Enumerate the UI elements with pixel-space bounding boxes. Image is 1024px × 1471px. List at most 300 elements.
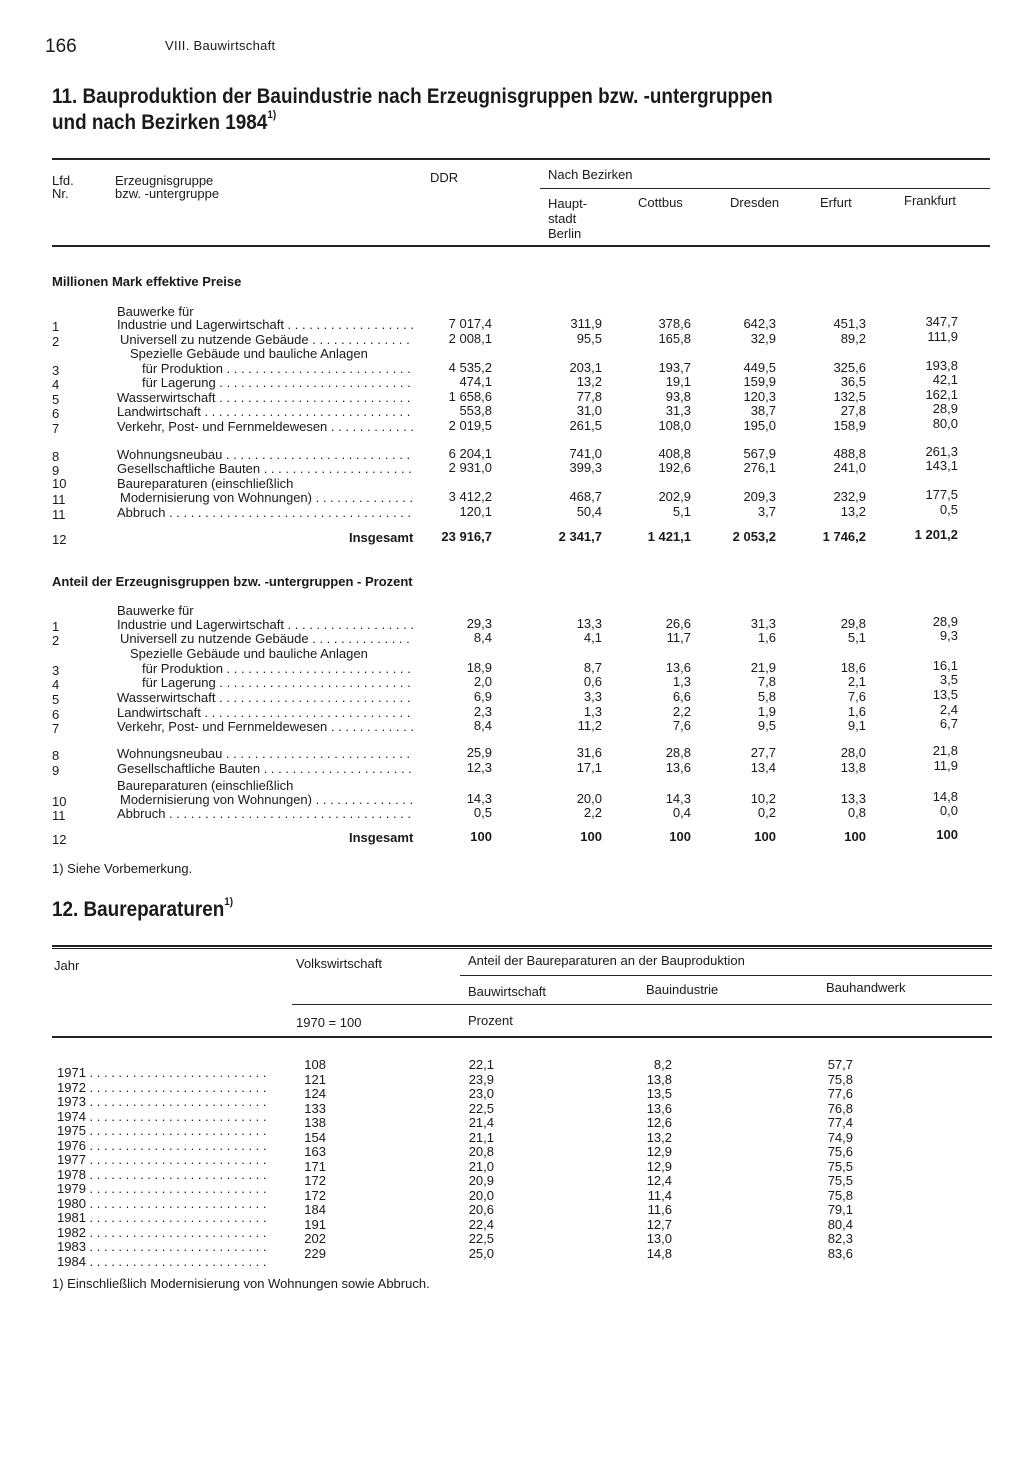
table-cell: 22,5: [468, 1231, 494, 1246]
table-cell: 12,6: [646, 1115, 672, 1130]
table-cell: 2 019,5: [448, 418, 492, 433]
group-label: Baureparaturen (einschließlich: [117, 778, 294, 793]
row-number: 2: [52, 633, 60, 648]
table-cell: 21,0: [468, 1158, 494, 1174]
col-volkswirtschaft: Volkswirtschaft: [296, 956, 382, 971]
table-cell: 111,9: [927, 329, 958, 344]
table-cell: 21,9: [750, 660, 776, 675]
row-label: für Lagerung . . .: [142, 675, 414, 690]
table-cell: 347,7: [925, 314, 958, 329]
row-number: 7: [52, 721, 60, 736]
table-cell: 195,0: [743, 418, 776, 433]
table-cell: 468,7: [569, 489, 602, 504]
row-number: 4: [52, 677, 60, 692]
table-cell: 11,6: [647, 1202, 672, 1217]
row-number: 6: [52, 406, 60, 421]
table-cell: 13,2: [576, 374, 602, 389]
table-cell: 80,4: [827, 1216, 853, 1232]
table-cell: 20,0: [468, 1187, 494, 1203]
table-cell: 12,4: [646, 1173, 672, 1188]
group-label: Bauwerke für: [117, 304, 194, 319]
row-number: 10: [52, 794, 67, 809]
year-label: 1971 . . .: [57, 1065, 269, 1080]
table-cell: 5,8: [757, 689, 776, 704]
table-cell: 21,1: [468, 1129, 494, 1145]
table-cell: 6 204,1: [448, 446, 492, 461]
row-label: Gesellschaftliche Bauten . . .: [117, 461, 414, 476]
table-cell: 120,1: [459, 504, 492, 519]
row-number: 3: [52, 363, 60, 378]
table-cell: 241,0: [833, 460, 866, 475]
table-cell: 23,9: [468, 1071, 494, 1087]
table-cell: 13,8: [646, 1071, 672, 1087]
table-cell: 77,6: [827, 1086, 853, 1101]
table-cell: 120,3: [743, 389, 776, 404]
table-cell: 100: [470, 829, 492, 844]
col-group: Erzeugnisgruppe: [115, 173, 214, 188]
table-11-title-line2: und nach Bezirken 1984$^{1)}$: [52, 109, 277, 134]
table-cell: 143,1: [925, 458, 958, 473]
table-cell: 6,6: [672, 689, 691, 704]
table-cell: 31,0: [576, 403, 602, 418]
table-cell: 408,8: [658, 446, 691, 461]
table-cell: 31,3: [750, 616, 776, 631]
table-cell: 121: [304, 1071, 326, 1087]
table-cell: 2,4: [939, 702, 958, 717]
table-cell: 100: [936, 827, 958, 842]
table-cell: 1,6: [847, 704, 866, 719]
table-cell: 193,8: [925, 358, 958, 373]
table-cell: 0,2: [757, 805, 776, 820]
table-cell: 741,0: [569, 446, 602, 461]
table-cell: 77,4: [827, 1115, 853, 1130]
table-cell: 165,8: [658, 331, 691, 346]
table-cell: 202,9: [658, 489, 691, 504]
table-cell: 0,8: [847, 805, 866, 820]
table-cell: 11,2: [577, 718, 602, 733]
table-cell: 76,8: [827, 1100, 853, 1116]
col-bauindustrie: Bauindustrie: [646, 982, 719, 997]
row-number: 2: [52, 334, 60, 349]
rule: [460, 975, 992, 976]
table-cell: 3 412,2: [448, 489, 492, 504]
table-cell: 9,1: [847, 718, 866, 733]
unit-prozent: Prozent: [468, 1013, 513, 1028]
table-cell: 8,2: [653, 1057, 672, 1072]
year-label: 1973 . . .: [57, 1094, 269, 1109]
col-cottbus: Cottbus: [638, 195, 683, 210]
table-cell: 21,8: [932, 743, 958, 758]
page-number: 166: [45, 36, 77, 57]
table-cell: 75,6: [827, 1144, 853, 1159]
table-cell: 9,3: [939, 628, 958, 643]
table-cell: 38,7: [750, 403, 776, 418]
row-number: 8: [52, 748, 60, 763]
footnote: 1) Einschließlich Modernisierung von Wohnungen sowie Abbruch.: [52, 1276, 430, 1291]
table-cell: 378,6: [658, 316, 691, 331]
table-cell: 13,8: [840, 760, 866, 775]
table-cell: 13,5: [932, 687, 958, 702]
row-label: Wohnungsneubau . . .: [117, 447, 414, 462]
footnote-marker: 1): [267, 109, 277, 121]
rule: [52, 1036, 992, 1038]
table-cell: 29,8: [840, 616, 866, 631]
table-cell: 12,7: [646, 1216, 672, 1232]
table-cell: 79,1: [827, 1202, 853, 1217]
table-cell: 14,3: [466, 791, 492, 806]
col-nach-bezirken: Nach Bezirken: [548, 167, 633, 182]
footnote-marker: 1): [224, 896, 234, 908]
table-cell: 202: [304, 1231, 326, 1246]
table-cell: 4,1: [583, 630, 602, 645]
row-number: 9: [52, 463, 60, 478]
table-cell: 162,1: [925, 387, 958, 402]
row-label: Gesellschaftliche Bauten . . .: [117, 761, 414, 776]
row-number: 12: [52, 832, 67, 847]
row-number: 1: [52, 319, 60, 334]
table-cell: 132,5: [833, 389, 866, 404]
row-label: Industrie und Lagerwirtschaft . . .: [117, 617, 414, 632]
table-cell: 8,4: [473, 630, 492, 645]
table-cell: 232,9: [833, 489, 866, 504]
table-cell: 89,2: [840, 331, 866, 346]
table-cell: 27,7: [750, 745, 776, 760]
table-cell: 6,7: [939, 716, 958, 731]
row-number: 8: [52, 449, 60, 464]
table-cell: 451,3: [833, 316, 866, 331]
table-cell: 108: [304, 1057, 326, 1072]
year-label: 1976 . . .: [57, 1138, 269, 1153]
row-number: 9: [52, 763, 60, 778]
table-cell: 36,5: [840, 374, 866, 389]
table-cell: 100: [844, 829, 866, 844]
row-label: Wohnungsneubau . . .: [117, 746, 414, 761]
table-cell: 75,5: [827, 1173, 853, 1188]
table-cell: 25,0: [468, 1245, 494, 1261]
table-cell: 28,0: [840, 745, 866, 760]
row-number: 6: [52, 707, 60, 722]
table-cell: 1 201,2: [914, 527, 958, 542]
table-cell: 75,8: [827, 1187, 853, 1203]
row-label: Modernisierung von Wohnungen) . . .: [120, 792, 414, 807]
row-label: Universell zu nutzende Gebäude . . .: [120, 631, 414, 646]
row-label: Universell zu nutzende Gebäude . . .: [120, 332, 414, 347]
table-cell: 12,9: [646, 1144, 672, 1159]
table-cell: 23 916,7: [441, 529, 492, 544]
table-cell: 7,8: [757, 674, 776, 689]
col-ddr: DDR: [430, 170, 459, 185]
rule: [52, 945, 992, 947]
row-label: Industrie und Lagerwirtschaft . . .: [117, 317, 414, 332]
row-number: 1: [52, 619, 60, 634]
year-label: 1981 . . .: [57, 1210, 269, 1225]
table-cell: 42,1: [932, 372, 958, 387]
table-cell: 25,9: [466, 745, 492, 760]
row-label: Insgesamt: [349, 830, 414, 845]
col-berlin: Haupt-: [548, 196, 588, 211]
table-cell: 2,2: [672, 704, 691, 719]
table-cell: 14,8: [932, 789, 958, 804]
row-number: 11: [52, 507, 66, 522]
table-cell: 203,1: [569, 360, 602, 375]
table-cell: 93,8: [665, 389, 691, 404]
rule: [52, 158, 990, 160]
table-cell: 12,3: [466, 760, 492, 775]
table-cell: 20,8: [468, 1144, 494, 1159]
col-bauhandwerk: Bauhandwerk: [826, 980, 906, 995]
table-cell: 2 341,7: [558, 529, 602, 544]
table-cell: 2,1: [847, 674, 866, 689]
table-cell: 82,3: [827, 1231, 853, 1246]
table-cell: 2,0: [473, 674, 492, 689]
year-label: 1972 . . .: [57, 1080, 269, 1095]
row-label: für Produktion . . .: [142, 361, 414, 376]
table-cell: 261,5: [569, 418, 602, 433]
col-group-sub: bzw. -untergruppe: [115, 186, 220, 201]
row-number: 11: [52, 808, 66, 823]
table-cell: 22,4: [468, 1216, 494, 1232]
row-number: 11: [52, 492, 66, 507]
table-cell: 163: [304, 1144, 326, 1159]
table-cell: 21,4: [468, 1115, 494, 1130]
table-cell: 7 017,4: [448, 316, 492, 331]
year-label: 1975 . . .: [57, 1123, 269, 1138]
row-number: 10: [52, 476, 67, 491]
table-cell: 29,3: [466, 616, 492, 631]
col-berlin: Berlin: [548, 226, 582, 241]
table-cell: 10,2: [750, 791, 776, 806]
rule: [52, 948, 992, 949]
table-cell: 2 053,2: [732, 529, 776, 544]
row-number: 5: [52, 692, 60, 707]
rule: [540, 188, 990, 189]
year-label: 1983 . . .: [57, 1239, 269, 1254]
row-label: Verkehr, Post- und Fernmeldewesen . . .: [117, 719, 414, 734]
row-label: für Lagerung . . .: [142, 375, 414, 390]
table-cell: 11,7: [666, 630, 691, 645]
table-cell: 74,9: [827, 1129, 853, 1145]
row-label: für Produktion . . .: [142, 661, 414, 676]
year-label: 1974 . . .: [57, 1109, 269, 1124]
table-cell: 13,3: [576, 616, 602, 631]
table-cell: 13,3: [840, 791, 866, 806]
table-cell: 1 658,6: [448, 389, 492, 404]
row-number: 7: [52, 421, 60, 436]
table-cell: 0,5: [473, 805, 492, 820]
table-cell: 0,6: [583, 674, 602, 689]
row-label: Insgesamt: [349, 530, 414, 545]
table-cell: 325,6: [833, 360, 866, 375]
table-cell: 449,5: [743, 360, 776, 375]
table-cell: 3,5: [939, 672, 958, 687]
table-cell: 158,9: [833, 418, 866, 433]
table-cell: 2 931,0: [448, 460, 492, 475]
col-lfd: Lfd.: [52, 173, 74, 188]
table-cell: 567,9: [743, 446, 776, 461]
table-cell: 11,9: [933, 758, 958, 773]
table-cell: 0,0: [939, 803, 958, 818]
table-cell: 133: [304, 1100, 326, 1116]
table-cell: 6,9: [473, 689, 492, 704]
table-cell: 100: [754, 829, 776, 844]
col-dresden: Dresden: [730, 195, 780, 210]
table-cell: 1,3: [583, 704, 602, 719]
table-cell: 13,5: [646, 1086, 672, 1101]
row-number: 5: [52, 392, 60, 407]
table-cell: 100: [580, 829, 602, 844]
table-cell: 11,4: [647, 1187, 672, 1203]
col-jahr: Jahr: [54, 958, 80, 973]
table-cell: 28,9: [932, 614, 958, 629]
year-label: 1979 . . .: [57, 1181, 269, 1196]
table-cell: 553,8: [459, 403, 492, 418]
table-cell: 8,7: [583, 660, 602, 675]
group-label: Bauwerke für: [117, 603, 194, 618]
col-anteil: Anteil der Baureparaturen an der Bauproduktion: [468, 953, 745, 968]
section-title: Millionen Mark effektive Preise: [52, 274, 242, 289]
table-cell: 1 421,1: [647, 529, 691, 544]
table-cell: 2 008,1: [448, 331, 492, 346]
table-cell: 108,0: [658, 418, 691, 433]
col-bauwirtschaft: Bauwirtschaft: [468, 984, 547, 999]
table-cell: 12,9: [646, 1158, 672, 1174]
table-cell: 8,4: [473, 718, 492, 733]
table-cell: 7,6: [847, 689, 866, 704]
table-cell: 191: [304, 1216, 326, 1232]
table-cell: 0,4: [672, 805, 691, 820]
table-cell: 13,6: [646, 1100, 672, 1116]
table-cell: 14,3: [665, 791, 691, 806]
row-label: Wasserwirtschaft . . .: [117, 390, 414, 405]
table-cell: 2,3: [473, 704, 492, 719]
table-cell: 1,6: [757, 630, 776, 645]
table-cell: 276,1: [743, 460, 776, 475]
table-cell: 32,9: [750, 331, 776, 346]
table-cell: 177,5: [925, 487, 958, 502]
table-cell: 159,9: [743, 374, 776, 389]
table-cell: 27,8: [840, 403, 866, 418]
table-cell: 18,9: [466, 660, 492, 675]
table-cell: 229: [304, 1245, 326, 1261]
table-cell: 17,1: [576, 760, 602, 775]
col-erfurt: Erfurt: [820, 195, 852, 210]
table-cell: 57,7: [827, 1057, 853, 1072]
row-number: 12: [52, 532, 67, 547]
row-label: Modernisierung von Wohnungen) . . .: [120, 490, 414, 505]
table-cell: 13,6: [665, 760, 691, 775]
table-cell: 5,1: [847, 630, 866, 645]
table-cell: 171: [304, 1158, 326, 1174]
table-cell: 28,8: [665, 745, 691, 760]
table-cell: 642,3: [743, 316, 776, 331]
table-cell: 172: [304, 1173, 326, 1188]
table-cell: 13,4: [750, 760, 776, 775]
table-cell: 3,7: [757, 504, 776, 519]
table-cell: 154: [304, 1129, 326, 1145]
table-cell: 13,0: [646, 1231, 672, 1246]
table-cell: 13,2: [840, 504, 866, 519]
table-cell: 193,7: [658, 360, 691, 375]
col-berlin: stadt: [548, 211, 577, 226]
table-cell: 13,6: [665, 660, 691, 675]
table-cell: 488,8: [833, 446, 866, 461]
table-cell: 192,6: [658, 460, 691, 475]
table-cell: 5,1: [672, 504, 691, 519]
table-cell: 2,2: [583, 805, 602, 820]
table-cell: 13,2: [646, 1129, 672, 1145]
table-cell: 75,8: [827, 1071, 853, 1087]
table-cell: 124: [304, 1086, 326, 1101]
year-label: 1977 . . .: [57, 1152, 269, 1167]
table-cell: 9,5: [757, 718, 776, 733]
row-label: Abbruch . . .: [117, 505, 414, 520]
table-cell: 22,1: [468, 1057, 494, 1072]
table-cell: 474,1: [459, 374, 492, 389]
table-cell: 50,4: [576, 504, 602, 519]
table-cell: 75,5: [827, 1158, 853, 1174]
year-label: 1980 . . .: [57, 1196, 269, 1211]
table-cell: 399,3: [569, 460, 602, 475]
footnote: 1) Siehe Vorbemerkung.: [52, 861, 193, 876]
table-cell: 31,6: [576, 745, 602, 760]
table-cell: 20,0: [576, 791, 602, 806]
chapter-title: VIII. Bauwirtschaft: [165, 38, 276, 53]
table-cell: 311,9: [570, 316, 602, 331]
table-cell: 138: [304, 1115, 326, 1130]
table-cell: 100: [669, 829, 691, 844]
table-cell: 26,6: [665, 616, 691, 631]
table-cell: 7,6: [672, 718, 691, 733]
row-label: Abbruch . . .: [117, 806, 414, 821]
table-cell: 83,6: [827, 1245, 853, 1261]
year-label: 1982 . . .: [57, 1225, 269, 1240]
table-cell: 261,3: [925, 444, 958, 459]
table-cell: 19,1: [665, 374, 691, 389]
table-cell: 0,5: [939, 502, 958, 517]
table-cell: 18,6: [840, 660, 866, 675]
table-cell: 22,5: [468, 1100, 494, 1116]
rule: [292, 1004, 992, 1005]
group-label: Spezielle Gebäude und bauliche Anlagen: [130, 346, 368, 361]
table-cell: 3,3: [583, 689, 602, 704]
section-title: Anteil der Erzeugnisgruppen bzw. -untergruppen - Prozent: [52, 574, 413, 589]
table-cell: 184: [304, 1202, 326, 1217]
table-cell: 20,6: [468, 1202, 494, 1217]
table-11-title: 11. Bauproduktion der Bauindustrie nach Erzeugnisgruppen bzw. -untergruppen: [52, 85, 773, 108]
row-number: 3: [52, 663, 60, 678]
table-cell: 4 535,2: [448, 360, 492, 375]
unit-index: 1970 = 100: [296, 1015, 362, 1030]
table-cell: 23,0: [468, 1086, 494, 1101]
row-number: 4: [52, 377, 60, 392]
col-nr: Nr.: [52, 186, 69, 201]
row-label: Landwirtschaft . . .: [117, 404, 414, 419]
group-label: Spezielle Gebäude und bauliche Anlagen: [130, 646, 368, 661]
col-frankfurt: Frankfurt: [904, 193, 957, 208]
table-cell: 31,3: [665, 403, 691, 418]
year-label: 1978 . . .: [57, 1167, 269, 1182]
table-cell: 172: [304, 1187, 326, 1203]
group-label: Baureparaturen (einschließlich: [117, 476, 294, 491]
table-cell: 16,1: [932, 658, 958, 673]
table-cell: 95,5: [576, 331, 602, 346]
table-cell: 28,9: [932, 401, 958, 416]
table-12-title: 12. Baureparaturen$^{1)}$: [52, 896, 234, 921]
table-cell: 209,3: [743, 489, 776, 504]
row-label: Verkehr, Post- und Fernmeldewesen . . .: [117, 419, 414, 434]
table-cell: 80,0: [932, 416, 958, 431]
row-label: Wasserwirtschaft . . .: [117, 690, 414, 705]
